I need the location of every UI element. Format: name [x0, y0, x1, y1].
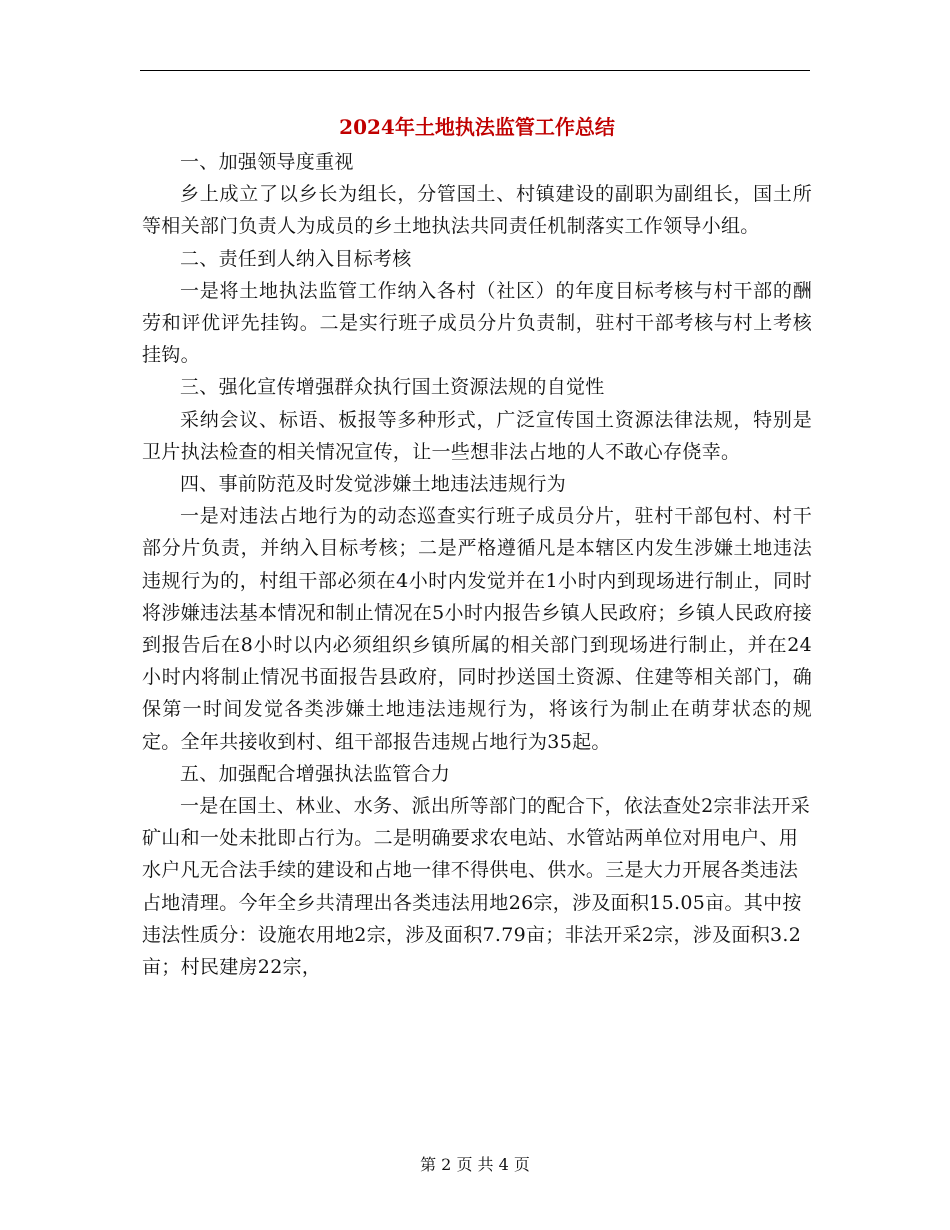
section-heading-5: 五、加强配合增强执法监管合力 — [180, 762, 451, 785]
section-body-5: 一是在国土、林业、水务、派出所等部门的配合下，依法查处2宗非法开采矿山和一处未批即占行为。二是明确要求农电站、水管站两单位对用电户、用水户凡无合法手续的建设和占地一律不得供电、供水。三是大力开展各类违法占地清理。今年全乡共清理出各类违法用地26宗，涉及面积15.05亩。其中按违法性质分：设施农用地2宗，涉及面积7.79亩；非法开采2宗，涉及面积3.2亩；村民建房22宗， — [142, 795, 810, 979]
page-number-footer: 第 2 页 共 4 页 — [420, 1155, 530, 1174]
section-heading-4: 四、事前防范及时发觉涉嫌土地违法违规行为 — [180, 473, 567, 496]
section-body-3: 采纳会议、标语、板报等多种形式，广泛宣传国土资源法律法规，特别是卫片执法检查的相关情况宣传，让一些想非法占地的人不敢心存侥幸。 — [142, 408, 812, 463]
section-heading-2: 二、责任到人纳入目标考核 — [180, 247, 412, 270]
section-body-4: 一是对违法占地行为的动态巡查实行班子成员分片，驻村干部包村、村干部分片负责，并纳入目标考核；二是严格遵循凡是本辖区内发生涉嫌土地违法违规行为的，村组干部必须在4小时内发觉并在1小时内到现场进行制止，同时将涉嫌违法基本情况和制止情况在5小时内报告乡镇人民政府；乡镇人民政府接到报告后在8小时以内必须组织乡镇所属的相关部门到现场进行制止，并在24小时内将制止情况书面报告县政府，同时抄送国土资源、住建等相关部门，确保第一时间发觉各类涉嫌土地违法违规行为，将该行为制止在萌芽状态的规定。全年共接收到村、组干部报告违规占地行为35起。 — [142, 505, 812, 753]
document-title: 2024年土地执法监管工作总结 — [339, 115, 615, 139]
document-body — [142, 112, 812, 983]
header-rule — [140, 70, 810, 71]
section-heading-3: 三、强化宣传增强群众执行国土资源法规的自觉性 — [180, 376, 605, 399]
section-body-1: 乡上成立了以乡长为组长，分管国土、村镇建设的副职为副组长，国土所等相关部门负责人为成员的乡土地执法共同责任机制落实工作领导小组。 — [142, 183, 812, 238]
section-body-2: 一是将土地执法监管工作纳入各村（社区）的年度目标考核与村干部的酬劳和评优评先挂钩。二是实行班子成员分片负责制，驻村干部考核与村上考核挂钩。 — [142, 279, 812, 367]
section-heading-1: 一、加强领导度重视 — [180, 151, 354, 173]
